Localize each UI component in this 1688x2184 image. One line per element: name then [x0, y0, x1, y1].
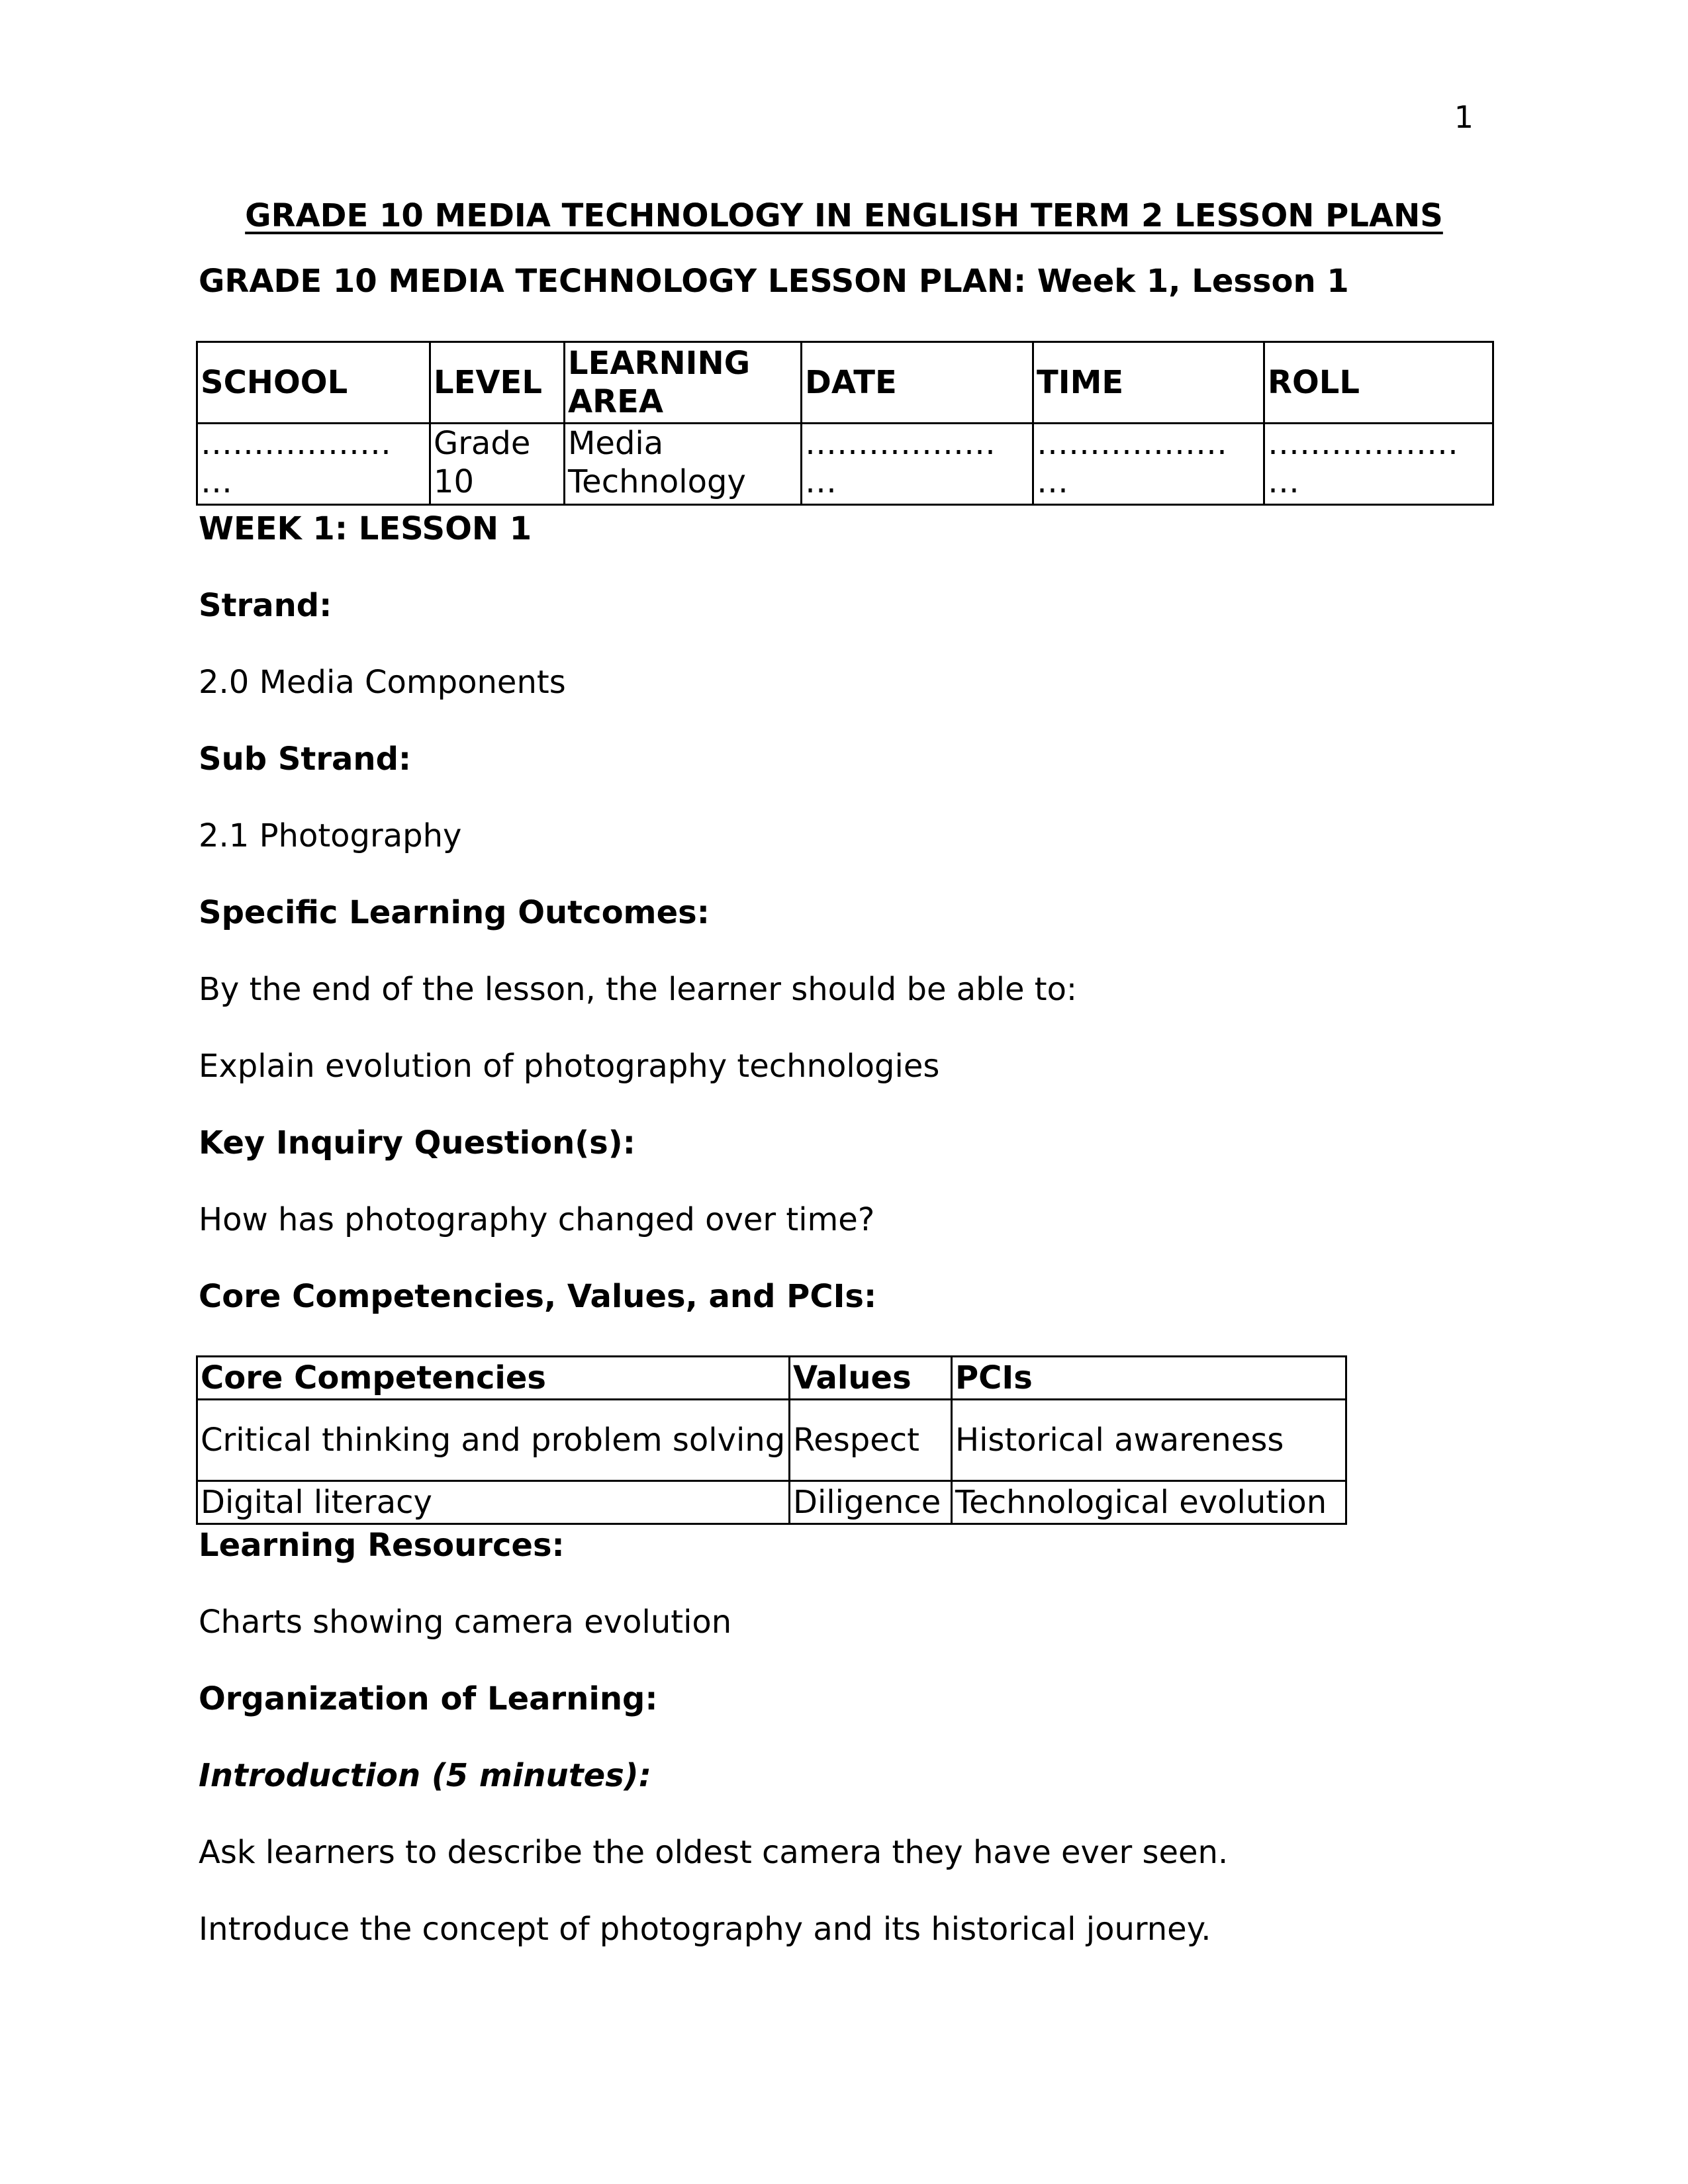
info-header-time: TIME	[1033, 342, 1264, 424]
pci-cell: Technological evolution	[952, 1481, 1346, 1524]
outcome-item: Explain evolution of photography technologies	[199, 1048, 940, 1085]
info-value-date: ……………… …	[802, 424, 1033, 505]
strand-value: 2.0 Media Components	[199, 664, 566, 701]
competency-cell: Critical thinking and problem solving	[197, 1400, 790, 1481]
info-value-level: Grade 10	[430, 424, 565, 505]
introduction-step-2: Introduce the concept of photography and its historical journey.	[199, 1911, 1211, 1948]
header-values: Values	[790, 1357, 952, 1400]
info-value-time: ……………… …	[1033, 424, 1264, 505]
table-row	[197, 1481, 1346, 1524]
info-table-value-row	[197, 424, 1493, 505]
resources-label: Learning Resources:	[199, 1527, 565, 1564]
info-table-header-row	[197, 342, 1493, 424]
page-number: 1	[1454, 99, 1474, 135]
inquiry-label: Key Inquiry Question(s):	[199, 1124, 635, 1161]
competencies-header-row	[197, 1357, 1346, 1400]
info-header-school: SCHOOL	[197, 342, 430, 424]
resources-value: Charts showing camera evolution	[199, 1604, 732, 1641]
inquiry-question: How has photography changed over time?	[199, 1201, 875, 1238]
introduction-step-1: Ask learners to describe the oldest camera they have ever seen.	[199, 1834, 1229, 1871]
sub-strand-label: Sub Strand:	[199, 741, 412, 778]
competency-cell: Digital literacy	[197, 1481, 790, 1524]
info-value-school: ……………… …	[197, 424, 430, 505]
info-value-learning-area: Media Technology	[565, 424, 802, 505]
info-header-date: DATE	[802, 342, 1033, 424]
organization-label: Organization of Learning:	[199, 1680, 658, 1717]
info-header-roll: ROLL	[1264, 342, 1493, 424]
outcomes-intro: By the end of the lesson, the learner should be able to:	[199, 971, 1078, 1008]
header-pcis: PCIs	[952, 1357, 1346, 1400]
strand-label: Strand:	[199, 587, 332, 624]
value-cell: Diligence	[790, 1481, 952, 1524]
info-header-level: LEVEL	[430, 342, 565, 424]
pci-cell: Historical awareness	[952, 1400, 1346, 1481]
sub-strand-value: 2.1 Photography	[199, 817, 462, 854]
document-title: GRADE 10 MEDIA TECHNOLOGY IN ENGLISH TERM 2 LESSON PLANS	[245, 197, 1443, 234]
info-header-learning-area: LEARNING AREA	[565, 342, 802, 424]
introduction-label: Introduction (5 minutes):	[199, 1757, 651, 1794]
info-value-roll: ……………… …	[1264, 424, 1493, 505]
competencies-table	[196, 1355, 1347, 1525]
lesson-plan-heading: GRADE 10 MEDIA TECHNOLOGY LESSON PLAN: Week 1, Lesson 1	[199, 263, 1349, 300]
week-heading: WEEK 1: LESSON 1	[199, 510, 532, 547]
table-row	[197, 1400, 1346, 1481]
lesson-info-table	[196, 341, 1494, 506]
header-core-competencies: Core Competencies	[197, 1357, 790, 1400]
value-cell: Respect	[790, 1400, 952, 1481]
competencies-label: Core Competencies, Values, and PCIs:	[199, 1278, 877, 1315]
outcomes-label: Specific Learning Outcomes:	[199, 894, 710, 931]
